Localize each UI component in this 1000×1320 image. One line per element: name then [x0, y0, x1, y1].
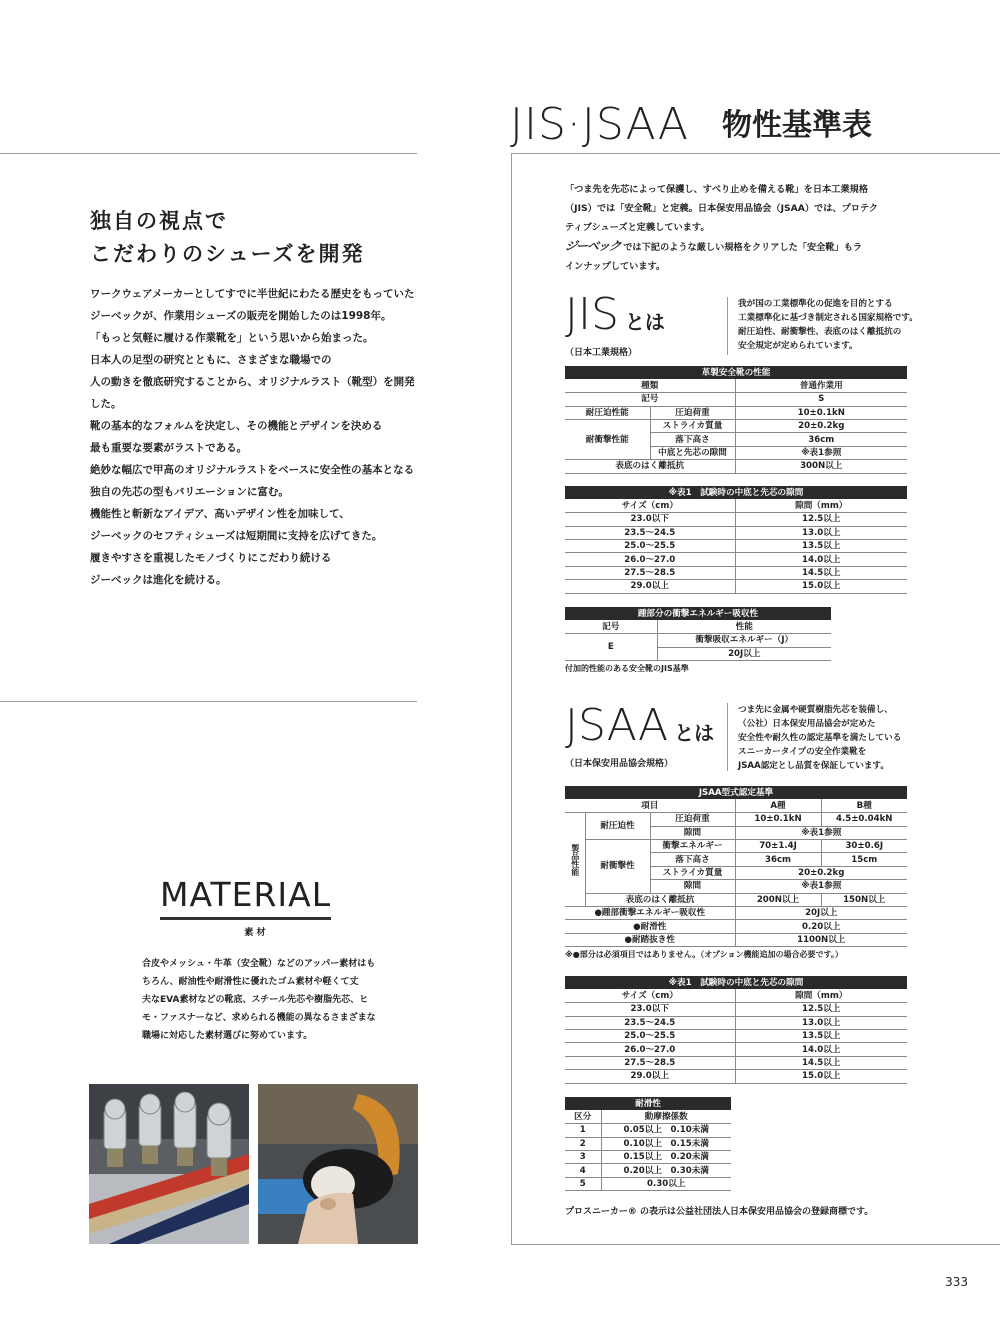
table-cell: 23.0以下	[565, 1003, 735, 1016]
jis-title-suffix: とは	[624, 310, 665, 334]
table-cell: 耐衝撃性	[585, 840, 650, 894]
table-cell: 3	[565, 1151, 601, 1164]
material-line: モ・ファスナーなど、求められる機能の異なるさまざまな	[142, 1013, 376, 1023]
jsaa-title: JSAA	[565, 700, 669, 751]
table-row	[565, 1124, 731, 1137]
table-cell: 25.0〜25.5	[565, 1030, 735, 1043]
frame-left-rule	[511, 153, 512, 1245]
jsaa-divider	[727, 703, 728, 771]
table-cell: 4	[565, 1164, 601, 1177]
frame-bottom-rule	[511, 1244, 1000, 1245]
table-cell: 26.0〜27.0	[565, 553, 735, 566]
jsaa-title-row	[565, 700, 715, 756]
table-cell: 区分	[565, 1110, 601, 1123]
table-cell: 30±0.6J	[821, 840, 907, 853]
table-cell: 表底のはく離抵抗	[585, 893, 735, 906]
jis-subtitle: （日本工業規格）	[565, 348, 638, 358]
jis-title-row	[565, 289, 665, 345]
intro-text	[565, 180, 925, 276]
table-row	[565, 1070, 907, 1083]
table-cell: 12.5以上	[735, 1003, 907, 1016]
jsaa-title-suffix: とは	[674, 721, 715, 745]
jsaa-desc-line: （公社）日本保安用品協会が定めた	[738, 719, 876, 729]
table-cell: 36cm	[735, 853, 821, 866]
divider-mid-left	[0, 701, 417, 702]
table-cell: 13.0以上	[735, 526, 907, 539]
jis-desc-line: 安全規定が定められています。	[738, 341, 858, 351]
table-cell: 20±0.2kg	[735, 420, 907, 433]
table-cell: E	[565, 634, 657, 661]
table-cell: 20J以上	[657, 647, 831, 660]
table-cell: 種類	[565, 379, 735, 392]
table-cell: 29.0以上	[565, 580, 735, 593]
table-cell: 29.0以上	[565, 1070, 735, 1083]
table-cell: 耐圧迫性能	[565, 406, 650, 419]
table-row	[565, 1164, 731, 1177]
table-cell: 圧迫荷重	[650, 406, 735, 419]
left-line: 靴の基本的なフォルムを決定し、その機能とデザインを決める	[90, 420, 383, 432]
table-row	[565, 1016, 907, 1029]
jsaa-certification-table	[565, 786, 907, 947]
jis-heading	[565, 289, 665, 358]
table-cell: 4.5±0.04kN	[821, 813, 907, 826]
jsaa-heading	[565, 700, 715, 769]
table-cell: 27.5〜28.5	[565, 566, 735, 579]
material-text	[142, 955, 382, 1045]
table-cell: A種	[735, 799, 821, 812]
jis-divider	[727, 297, 728, 355]
divider-top-left	[0, 153, 417, 154]
jsaa-description	[738, 703, 901, 773]
left-line: ジーベックのセフティシューズは短期間に支持を広げてきた。	[90, 530, 383, 542]
jis-description	[738, 297, 918, 353]
left-line: ジーベックは進化を続ける。	[90, 574, 227, 586]
jsaa-desc-line: スニーカータイプの安全作業靴を	[738, 747, 867, 757]
table-cell: 150N以上	[821, 893, 907, 906]
table-cell: 26.0〜27.0	[565, 1043, 735, 1056]
table-cell: ●踵部衝撃エネルギー吸収性	[565, 907, 735, 920]
table-cell: 隙間（mm）	[735, 989, 907, 1002]
table-row	[565, 580, 907, 593]
table-header: ※表1 試験時の中底と先芯の隙間	[565, 486, 907, 499]
table-cell: 70±1.4J	[735, 840, 821, 853]
table-cell: 10±0.1kN	[735, 813, 821, 826]
intro-line: （JIS）では「安全靴」と定義。日本保安用品協会（JSAA）では、プロテク	[565, 203, 878, 214]
table-cell: 23.5〜24.5	[565, 1016, 735, 1029]
table-cell: 隙間	[650, 826, 735, 839]
table-header: 耐滑性	[565, 1097, 731, 1110]
table-row	[565, 566, 907, 579]
table-header: 革製安全靴の性能	[565, 366, 907, 379]
left-body-text	[90, 283, 420, 591]
table-cell: 36cm	[735, 433, 907, 446]
table-row	[565, 1177, 731, 1190]
table-cell: 隙間	[650, 880, 735, 893]
table-cell: ストライカ質量	[650, 866, 735, 879]
jis-heel-table	[565, 607, 831, 661]
table-row	[565, 1030, 907, 1043]
jis-title: JIS	[565, 289, 619, 340]
left-line: 「もっと気軽に履ける作業靴を」という思いから始まった。	[90, 332, 374, 344]
xebec-logo: ジーベック	[563, 239, 622, 253]
table-cell: 1100N以上	[735, 933, 907, 946]
left-line: 人の動きを徹底研究することから、オリジナルラスト（靴型）を開発した。	[90, 376, 415, 410]
table-cell: 耐衝撃性能	[565, 420, 650, 460]
left-line: 絶妙な幅広で甲高のオリジナルラストをベースに安全性の基本となる	[90, 464, 415, 476]
table-cell: サイズ（cm）	[565, 989, 735, 1002]
divider-top-right	[511, 153, 1000, 154]
table-cell: 衝撃エネルギー	[650, 840, 735, 853]
page-subtitle: 物性基準表	[722, 108, 872, 143]
material-line: 職場に対応した素材選びに努めています。	[142, 1031, 313, 1041]
table-cell: ※表1参照	[735, 826, 907, 839]
table-row	[565, 513, 907, 526]
left-line: ワークウェアメーカーとしてすでに半世紀にわたる歴史をもっていた	[90, 288, 415, 300]
table-cell: 落下高さ	[650, 433, 735, 446]
table-row	[565, 1043, 907, 1056]
table-cell: 25.0〜25.5	[565, 540, 735, 553]
table-cell: 0.15以上 0.20未満	[601, 1151, 731, 1164]
material-line: 夫なEVA素材などの靴底、スチール先芯や樹脂先芯、ヒ	[142, 995, 369, 1005]
left-line: 最も重要な要素がラストである。	[90, 442, 248, 454]
table-cell: 0.05以上 0.10未満	[601, 1124, 731, 1137]
table-row	[565, 1056, 907, 1069]
table-cell: 0.10以上 0.15未満	[601, 1137, 731, 1150]
table-cell: 性能	[657, 620, 831, 633]
table-cell: 14.5以上	[735, 566, 907, 579]
table-cell: 200N以上	[735, 893, 821, 906]
jsaa-slip-table	[565, 1097, 731, 1191]
jsaa-note-optional: ※●部分は必須項目ではありません。（オプション機能追加の場合必要です。）	[565, 950, 843, 959]
left-line: 機能性と斬新なアイデア、高いデザイン性を加味して、	[90, 508, 350, 520]
table-cell: 5	[565, 1177, 601, 1190]
shoe-crafting-photo	[258, 1084, 418, 1244]
table-cell: 23.0以下	[565, 513, 735, 526]
left-line: 履きやすさを重視したモノづくりにこだわり続ける	[90, 552, 332, 564]
table-header: JSAA型式認定基準	[565, 786, 907, 799]
table-header: 踵部分の衝撃エネルギー吸収性	[565, 607, 831, 620]
table-cell: 中底と先芯の隙間	[650, 446, 735, 459]
table-cell: 普通作業用	[735, 379, 907, 392]
left-heading-line-2: こだわりのシューズを開発	[90, 242, 365, 266]
left-heading	[90, 205, 365, 271]
table-cell: 15cm	[821, 853, 907, 866]
left-line: ジーベックが、作業用シューズの販売を開始したのは1998年。	[90, 310, 392, 322]
jsaa-desc-line: JSAA認定とし品質を保証しています。	[738, 761, 889, 771]
table-row	[565, 553, 907, 566]
table-cell: 20J以上	[735, 907, 907, 920]
table-cell: 14.5以上	[735, 1056, 907, 1069]
jsaa-subtitle: （日本保安用品協会規格）	[565, 759, 674, 769]
table-row	[565, 526, 907, 539]
table-row	[565, 1003, 907, 1016]
table-cell: 14.0以上	[735, 553, 907, 566]
table-cell: 20±0.2kg	[735, 866, 907, 879]
jis-gap-table	[565, 486, 907, 594]
table-cell: ※表1参照	[735, 446, 907, 459]
jis-performance-table	[565, 366, 907, 474]
table-cell: 隙間（mm）	[735, 499, 907, 512]
table-header: ※表1 試験時の中底と先芯の隙間	[565, 976, 907, 989]
table-cell: 15.0以上	[735, 1070, 907, 1083]
intro-line-text: では下記のような厳しい規格をクリアした「安全靴」もラ	[623, 242, 863, 253]
table-cell: 13.5以上	[735, 1030, 907, 1043]
jis-note: 付加的性能のある安全靴のJIS基準	[565, 664, 689, 673]
table-cell: 表底のはく離抵抗	[565, 460, 735, 473]
table-cell: 1	[565, 1124, 601, 1137]
table-cell: ストライカ質量	[650, 420, 735, 433]
table-cell: 記号	[565, 620, 657, 633]
left-line: 日本人の足型の研究とともに、さまざまな職場での	[90, 354, 332, 366]
table-cell: 0.20以上 0.30未満	[601, 1164, 731, 1177]
table-cell: 2	[565, 1137, 601, 1150]
intro-line: 「つま先を先芯によって保護し、すべり止めを備える靴」を日本工業規格	[565, 184, 869, 195]
table-cell: 落下高さ	[650, 853, 735, 866]
table-cell: 23.5〜24.5	[565, 526, 735, 539]
table-cell: 27.5〜28.5	[565, 1056, 735, 1069]
page-number: 333	[945, 1275, 968, 1289]
intro-line	[565, 237, 925, 257]
intro-line: ティブシューズと定義しています。	[565, 222, 710, 233]
jsaa-desc-line: 安全性や耐久性の認定基準を満たしている	[738, 733, 902, 743]
table-cell: 300N以上	[735, 460, 907, 473]
table-cell: S	[735, 393, 907, 406]
material-line: 合皮やメッシュ・牛革（安全靴）などのアッパー素材はも	[142, 959, 376, 969]
table-cell: 項目	[565, 799, 735, 812]
jis-desc-line: 我が国の工業標準化の促進を目的とする	[738, 299, 893, 309]
jis-desc-line: 工業標準化に基づき制定される国家規格です。	[738, 313, 918, 323]
table-cell: 衝撃吸収エネルギー（J）	[657, 634, 831, 647]
table-cell: ●耐滑性	[565, 920, 735, 933]
table-cell: ●耐踏抜き性	[565, 933, 735, 946]
table-cell: B種	[821, 799, 907, 812]
table-cell: 動摩擦係数	[601, 1110, 731, 1123]
jis-desc-line: 耐圧迫性、耐衝撃性、表底のはく離抵抗の	[738, 327, 902, 337]
left-line: 独自の先芯の型もバリエーションに富む。	[90, 486, 289, 498]
table-cell: 12.5以上	[735, 513, 907, 526]
intro-line: インナップしています。	[565, 261, 666, 272]
table-cell: 14.0以上	[735, 1043, 907, 1056]
table-cell: 0.20以上	[735, 920, 907, 933]
table-cell: 0.30以上	[601, 1177, 731, 1190]
left-heading-line-1: 独自の視点で	[90, 209, 228, 233]
table-row	[565, 1137, 731, 1150]
page-title: JIS·JSAA	[510, 99, 690, 150]
table-cell: 記号	[565, 393, 735, 406]
table-cell: 10±0.1kN	[735, 406, 907, 419]
material-line: ちろん、耐油性や耐滑性に優れたゴム素材や軽くて丈	[142, 977, 359, 987]
table-cell: サイズ（cm）	[565, 499, 735, 512]
table-cell: 製品性能	[565, 813, 585, 907]
table-cell: 13.0以上	[735, 1016, 907, 1029]
jsaa-trademark-note: プロスニーカー® の表示は公益社団法人日本保安用品協会の登録商標です。	[565, 1207, 874, 1217]
material-title: MATERIAL	[160, 875, 331, 920]
table-cell: 圧迫荷重	[650, 813, 735, 826]
table-cell: 耐圧迫性	[585, 813, 650, 840]
factory-machine-photo	[89, 1084, 249, 1244]
table-cell: 15.0以上	[735, 580, 907, 593]
jsaa-desc-line: つま先に金属や硬質樹脂先芯を装備し、	[738, 705, 893, 715]
material-subtitle: 素 材	[244, 928, 266, 938]
jsaa-gap-table	[565, 976, 907, 1084]
table-cell: 13.5以上	[735, 540, 907, 553]
table-row	[565, 1151, 731, 1164]
table-cell: ※表1参照	[735, 880, 907, 893]
table-row	[565, 540, 907, 553]
